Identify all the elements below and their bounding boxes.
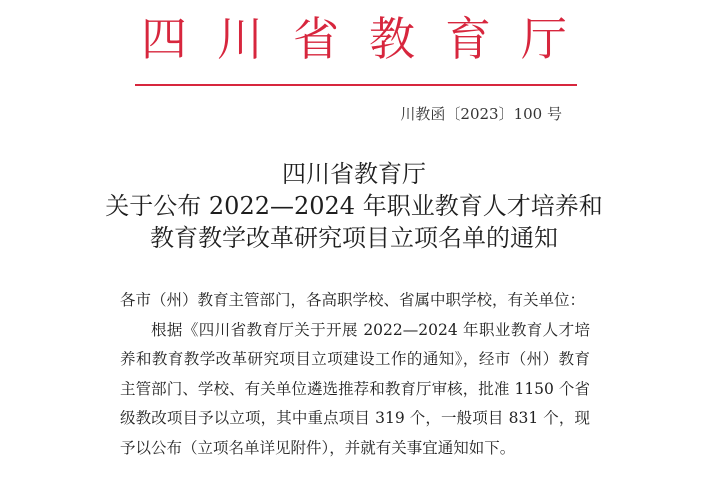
title-line-3: 教育教学改革研究项目立项名单的通知 xyxy=(150,224,558,252)
document-body xyxy=(120,286,590,463)
body-paragraph: 根据《四川省教育厅关于开展 2022—2024 年职业教育人才培养和教育教学改革研究项目立项建设工作的通知》，经市（州）教育主管部门、学校、有关单位遴选推荐和教育厅审核，批准 1150 个省级教改项目予以立项，其中重点项目 319 个，一般项目 831 个，现予以公布（立项名单详见附件），并就有关事宜通知如下。 xyxy=(120,320,590,457)
document-number: 川教函〔2023〕100 号 xyxy=(400,105,562,123)
letterhead-title: 四川省教育厅 xyxy=(141,12,597,66)
document-title xyxy=(0,158,708,254)
salutation: 各市（州）教育主管部门，各高职学校、省属中职学校，有关单位： xyxy=(120,291,586,309)
title-line-2: 关于公布 2022—2024 年职业教育人才培养和 xyxy=(105,192,603,220)
letterhead-red-rule xyxy=(135,84,577,86)
title-line-1: 四川省教育厅 xyxy=(282,160,426,188)
